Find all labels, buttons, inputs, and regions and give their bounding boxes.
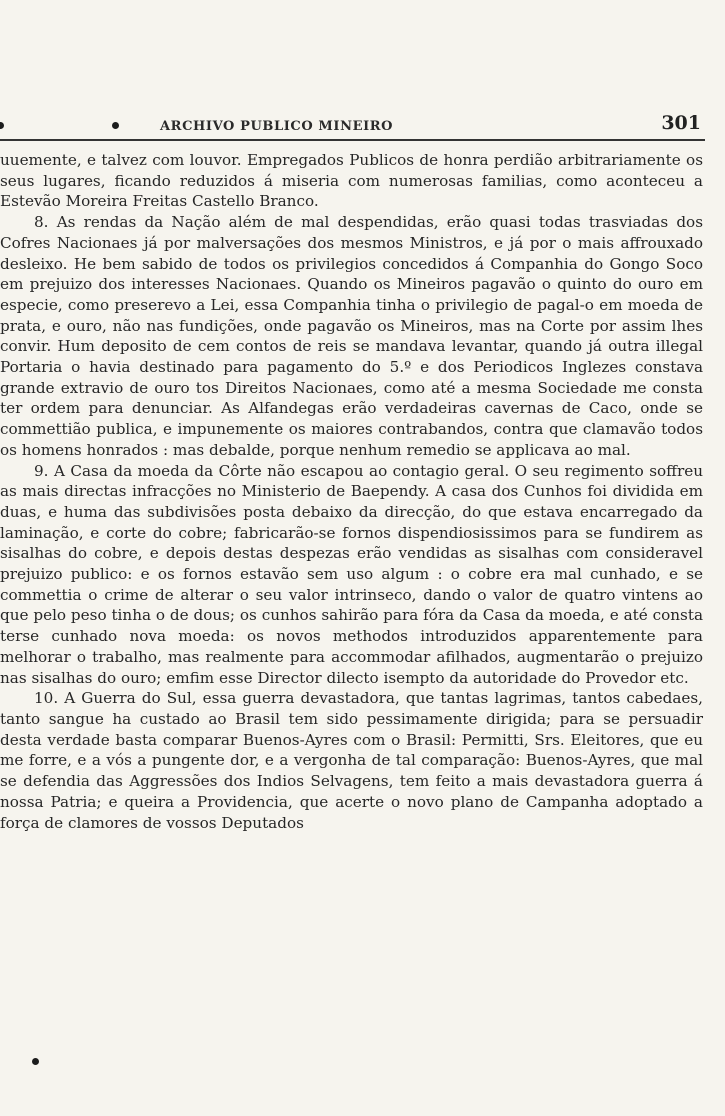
paragraph-8: 8. As rendas da Nação além de mal despendidas, erão quasi todas trasviadas dos Cofres Nacionaes já por malversações dos mesmos Ministros, e já por o mais affrouxado desleixo. He bem sabido de todos os privilegios concedidos á Companhia do Gongo Soco em prejuizo dos interesses Nacionaes. Quando os Mineiros pagavão o quinto do ouro em especie, como preserevo a Lei, essa Companhia tinha o privilegio de pagal-o em moeda de prata, e ouro, não nas fundições, onde pagavão os Mineiros, mas na Corte por assim lhes convir. Hum deposito de cem contos de reis se mandava levantar, quando já outra illegal Portaria o havia destinado para pagamento do 5.º e dos Periodicos Inglezes constava grande extravio de ouro tos Direitos Nacionaes, como até a mesma Sociedade me consta ter ordem para denunciar. As Alfandegas erão verdadeiras cavernas de Caco, onde se commettião publica, e impunemente os maiores contrabandos, contra que clamavão todos os homens honrados : mas debalde, porque nenhum remedio se applicava ao mal. <box>0 213 703 459</box>
paragraph-10: 10. A Guerra do Sul, essa guerra devastadora, que tantas lagrimas, tantos cabedaes, tanto sangue ha custado ao Brasil tem sido pessimamente dirigida; para se persuadir desta verdade basta comparar Buenos-Ayres com o Brasil: Permitti, Srs. Eleitores, que eu me forre, e a vós a pungente dor, e a vergonha de tal comparação: Buenos-Ayres, que mal se defendia das Aggressões dos Indios Selvagens, tem feito a mais devastadora guerra á nossa Patria; e queira a Providencia, que acerte o novo plano de Campanha adoptado a força de clamores de vossos Deputados <box>0 689 703 832</box>
page-number: 301 <box>661 112 701 134</box>
running-head: ARCHIVO PUBLICO MINEIRO <box>160 119 394 134</box>
bullet-mark-icon <box>32 1058 39 1065</box>
paragraph-9: 9. A Casa da moeda da Côrte não escapou ao contagio geral. O seu regimento soffreu as mais directas infracções no Ministerio de Baependy. A casa dos Cunhos foi dividida em duas, e huma das subdivisões posta debaixo da direcção, do que estava encarregado da laminação, e corte do cobre; fabricarão-se fornos dispendiosissimos para se fundirem as sisalhas do cobre, e depois destas despezas erão vendidas as sisalhas com consideravel prejuizo publico: e os fornos estavão sem uso algum : o cobre era mal cunhado, e se commettia o crime de alterar o seu valor intrinseco, dando o valor de quatro vintens ao que pelo peso tinha o de dous; os cunhos sahirão para fóra da Casa da moeda, e até consta terse cunhado nova moeda: os novos methodos introduzidos apparentemente para melhorar o trabalho, mas realmente para accommodar afilhados, augmentarão o prejuizo nas sisalhas do ouro; emfim esse Director dilecto isempto da autoridade do Provedor etc. <box>0 461 703 687</box>
bullet-mark-icon <box>0 122 4 129</box>
paragraph-continuation: uuemente, e talvez com louvor. Empregados Publicos de honra perdião arbitrariamente os seus lugares, ficando reduzidos á miseria com numerosas familias, como aconteceu a Estevão Moreira Freitas Castello Branco. <box>0 151 703 211</box>
body-text <box>0 150 703 833</box>
bullet-mark-icon <box>112 122 119 129</box>
page-header <box>0 112 705 136</box>
header-rule <box>0 139 705 141</box>
